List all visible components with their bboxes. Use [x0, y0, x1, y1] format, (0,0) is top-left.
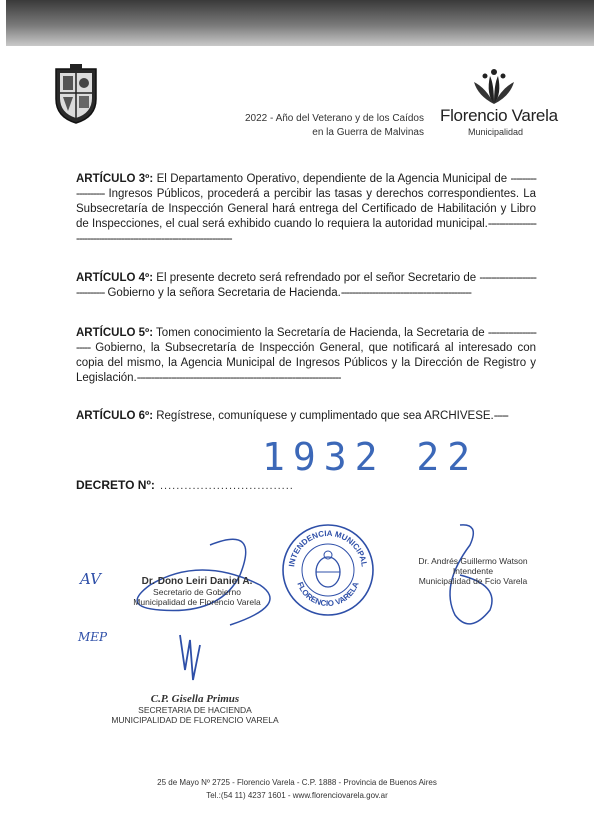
- gobierno-title: Secretario de Gobierno: [153, 587, 241, 597]
- article-4-text2: Gobierno y la señora Secretaria de Hacienda.: [104, 287, 341, 299]
- article-6: [76, 409, 536, 424]
- article-4-text: El presente decreto será refrendado por el señor Secretario de: [153, 272, 480, 284]
- signature-gobierno: [112, 576, 282, 607]
- gobierno-org: Municipalidad de Florencio Varela: [133, 597, 261, 607]
- intendente-name: Dr. Andrés Guillermo Watson: [418, 556, 528, 566]
- year-line-2: en la Guerra de Malvinas: [312, 127, 424, 138]
- article-5-dashes: ----------------------: [76, 327, 536, 354]
- municipal-seal: [280, 522, 376, 618]
- scan-top-shadow: [6, 0, 594, 46]
- article-3: [76, 172, 536, 247]
- article-5: [76, 326, 536, 386]
- article-5-text2: Gobierno, la Subsecretaría de Inspección General, que notificará al interesado con copia del mismo, la Agencia Municipal de Ingresos Públicos y la Dirección de Registro y Legislación.: [76, 342, 536, 384]
- article-3-tail: ------------------------------------------------------------------------: [76, 218, 536, 245]
- municipal-crest-logo: [52, 63, 100, 125]
- intendente-title: Intendente: [452, 566, 494, 576]
- florencio-varela-flower-icon: [468, 66, 520, 106]
- signature-intendente: [408, 556, 538, 586]
- initials-1: AV: [80, 570, 101, 588]
- article-5-text: Tomen conocimiento la Secretaría de Hacienda, la Secretaria de: [153, 327, 488, 339]
- hacienda-org: MUNICIPALIDAD DE FLORENCIO VARELA: [111, 715, 279, 725]
- intendente-org: Municipalidad de Fcio Varela: [418, 576, 528, 586]
- hacienda-title: SECRETARIA DE HACIENDA: [138, 705, 252, 715]
- hacienda-name: C.P. Gisella Primus: [150, 693, 240, 705]
- decree-number-stamp: 1932 22: [262, 435, 479, 479]
- article-6-text: Regístrese, comuníquese y cumplimentado que sea ARCHIVESE.: [153, 410, 494, 422]
- article-5-label: ARTÍCULO 5º:: [76, 327, 154, 339]
- commemorative-year-line: [245, 112, 424, 140]
- initials-2: MEP: [78, 630, 108, 644]
- footer-contact: Tel.:(54 11) 4237 1601 - www.florenciovarela.gov.ar: [206, 791, 388, 800]
- signature-hacienda: [110, 693, 280, 725]
- article-3-text2: Ingresos Públicos, procederá a percibir las tasas y derechos correspondientes. La Subsecretaría de Inspección General hará entrega del Certificado de Habilitación y Libro de Inspecciones, el cual será exhibido cuando lo requiera la autoridad municipal.: [76, 188, 536, 230]
- seal-top-text: INTENDENCIA MUNICIPAL: [287, 528, 369, 568]
- article-4-label: ARTÍCULO 4º:: [76, 272, 154, 284]
- article-6-label: ARTÍCULO 6º:: [76, 410, 154, 422]
- article-3-text: El Departamento Operativo, dependiente de la Agencia Municipal de: [153, 173, 511, 185]
- year-line-1: 2022 - Año del Veterano y de los Caídos: [244, 113, 424, 124]
- seal-bottom-text: FLORENCIO VARELA: [295, 580, 361, 609]
- article-6-tail: -----: [493, 410, 508, 422]
- footer-address: 25 de Mayo Nº 2725 - Florencio Varela - C.P. 1888 - Provincia de Buenos Aires: [157, 778, 437, 787]
- decree-dots: .................................: [160, 480, 294, 492]
- gobierno-name: Dr. Dono Leiri Daniel A.: [141, 576, 253, 587]
- article-3-dashes: -------------------: [76, 173, 536, 200]
- article-4-dashes: ------------------------------: [76, 272, 536, 299]
- brand-name: Florencio Varela: [440, 106, 558, 125]
- decree-label: DECRETO Nº:: [76, 478, 155, 492]
- svg-text:FLORENCIO VARELA: [295, 580, 360, 608]
- article-4-tail: ----------------------------------------------: [340, 287, 471, 299]
- brand-subtitle: Municipalidad: [468, 127, 524, 137]
- article-3-label: ARTÍCULO 3º:: [76, 173, 154, 185]
- hacienda-signature-scribble: [180, 635, 200, 680]
- article-4: [76, 271, 536, 301]
- article-5-tail: ------------------------------------------------------------------------: [136, 372, 341, 384]
